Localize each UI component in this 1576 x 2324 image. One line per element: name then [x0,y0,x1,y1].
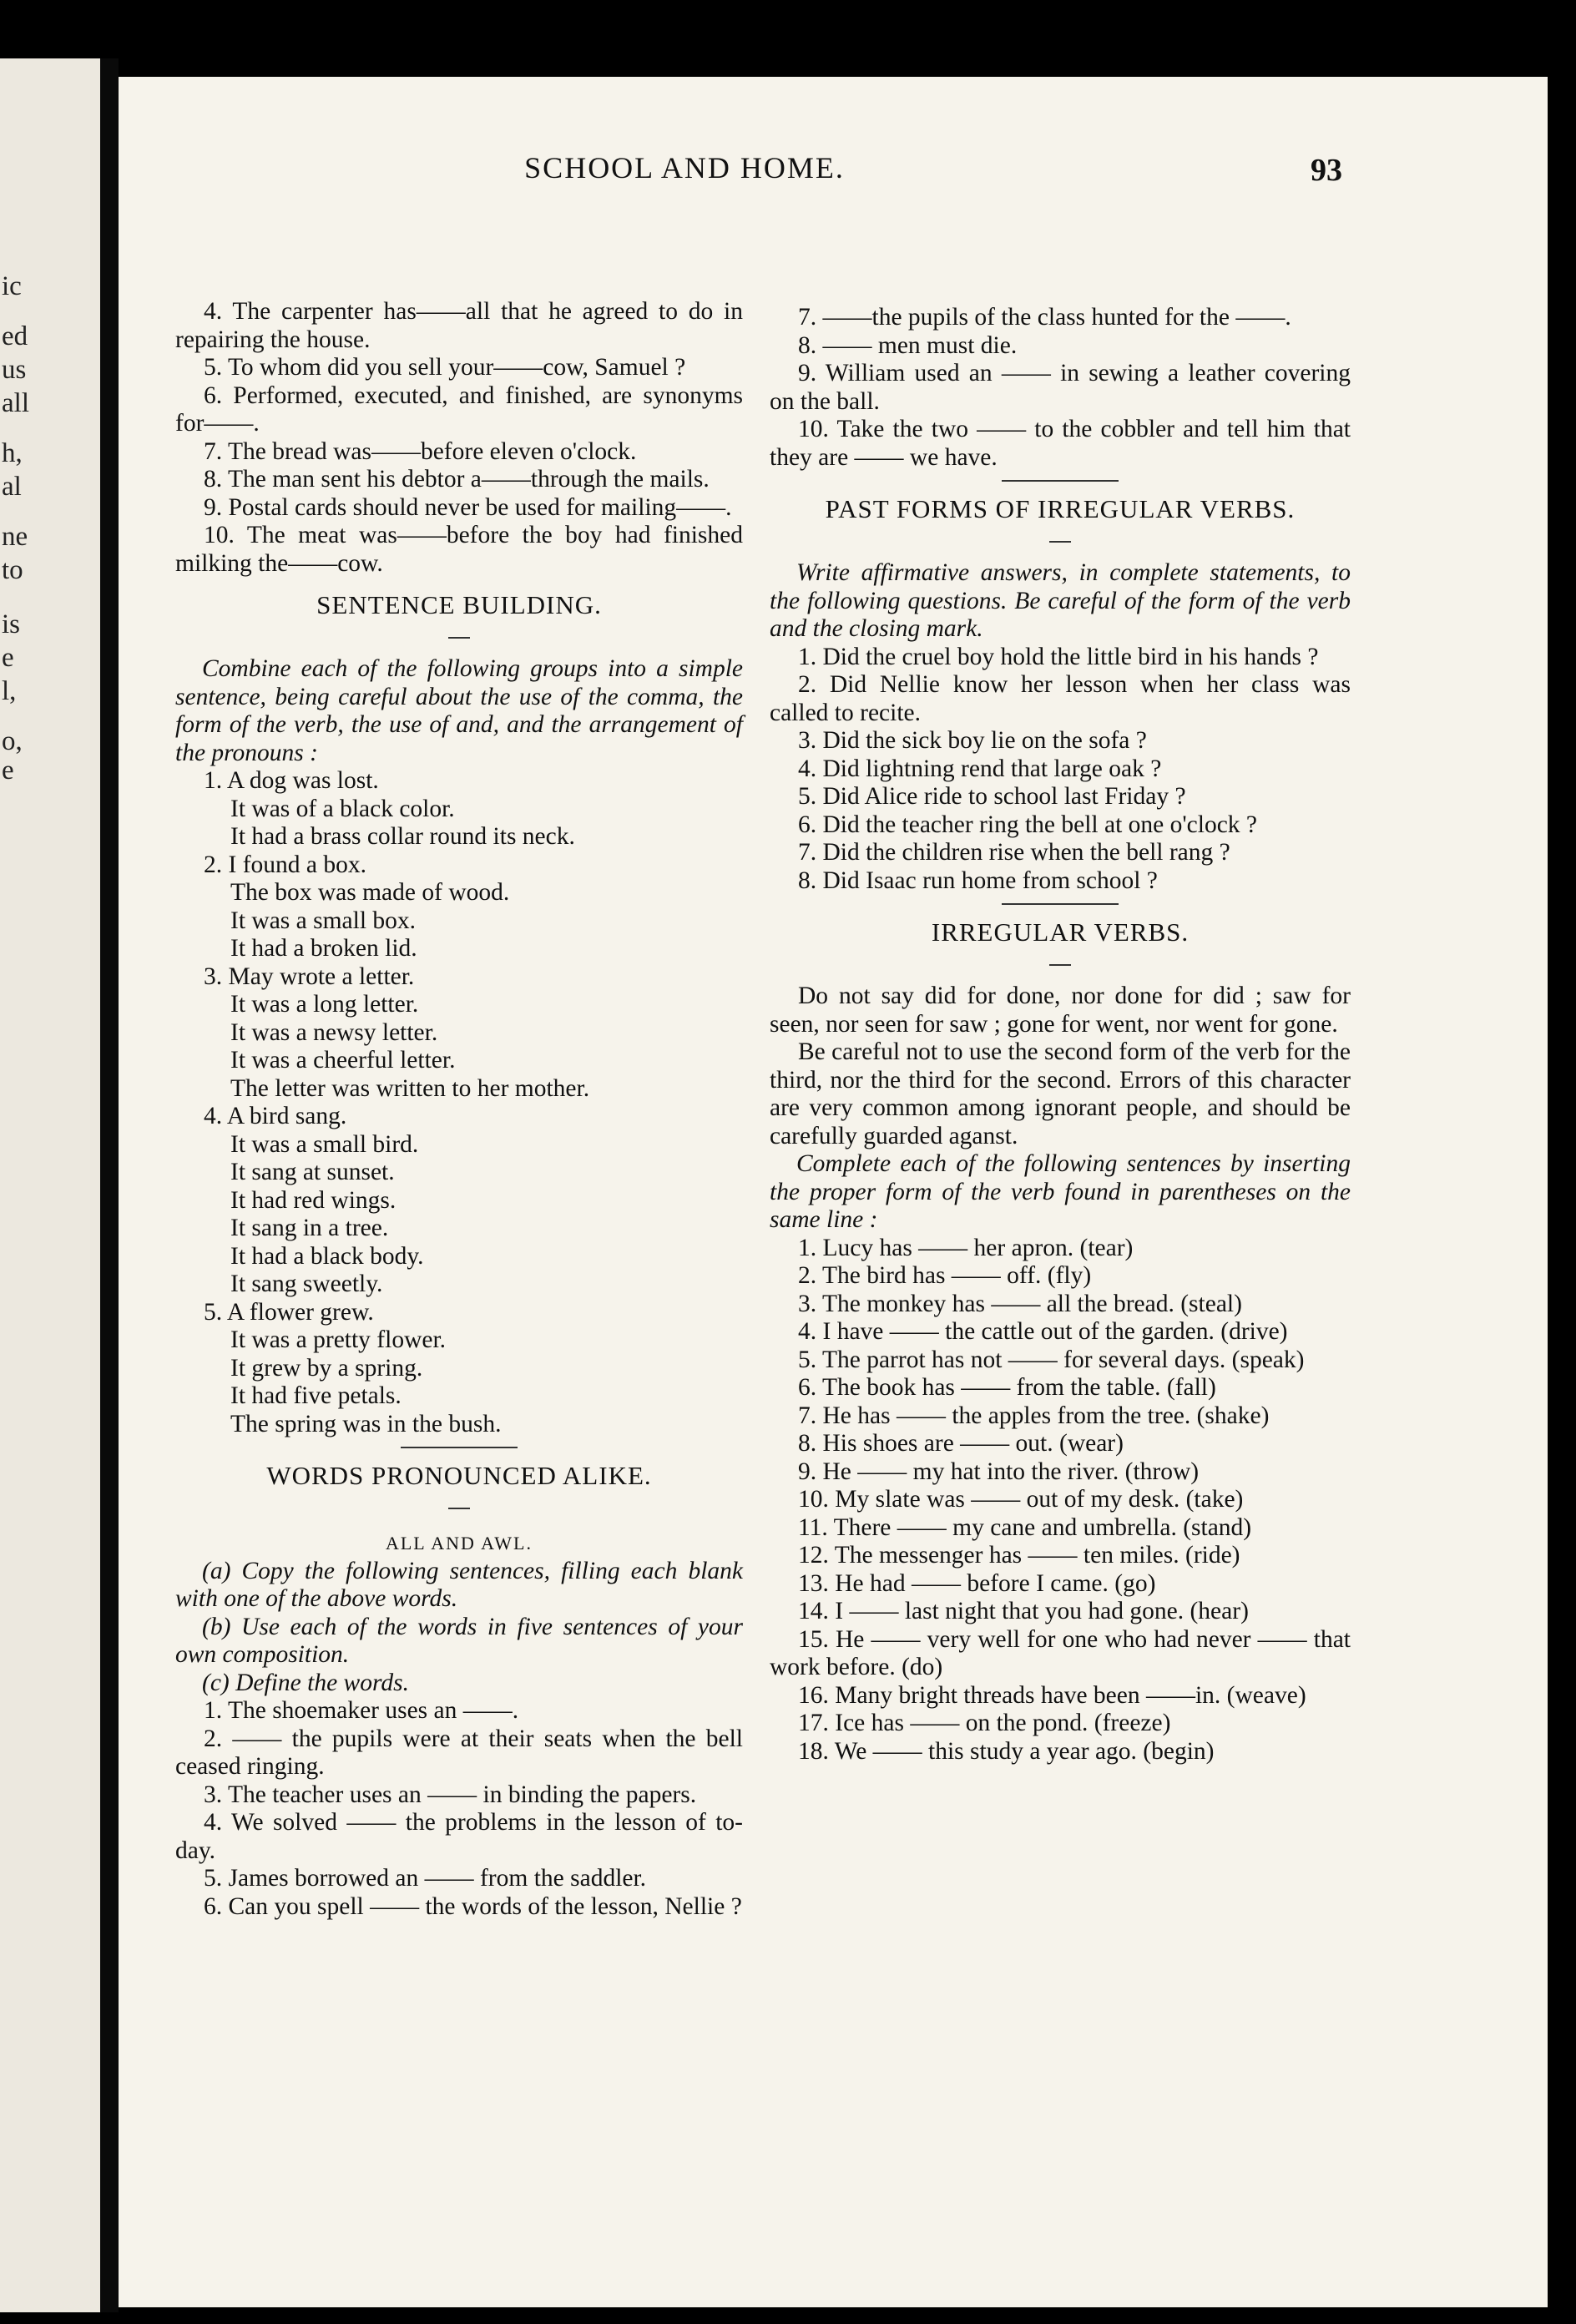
heading-dash [175,623,743,651]
sentence-group-line: It had a brass collar round its neck. [230,823,575,850]
exercise-item: 9. William used an —— in sewing a leather covering on the ball. [770,360,1351,415]
exercise-item: 10. Take the two —— to the cobbler and tell him that they are —— we have. [770,416,1351,471]
exercise-item: 7. He has —— the apples from the tree. (shake) [798,1402,1270,1429]
sentence-group-line: It was a cheerful letter. [230,1047,456,1074]
sentence-group-line: The letter was written to her mother. [230,1074,590,1102]
exercise-item: 17. Ice has —— on the pond. (freeze) [798,1710,1171,1736]
exercise-item: 9. He —— my hat into the river. (throw) [798,1458,1200,1485]
exercise-item: 4. The carpenter has——all that he agreed to do in repairing the house. [175,298,743,353]
exercise-item: 3. The teacher uses an —— in binding the papers. [204,1781,697,1808]
section-heading: SENTENCE BUILDING. [316,590,602,619]
sentence-group-line: It sang at sunset. [230,1159,395,1185]
fringe-fragment: ic [2,271,22,301]
sentence-group-line: It was a small box. [230,907,417,934]
sentence-group-line: It was of a black color. [230,795,455,822]
sentence-group-line: 3. May wrote a letter. [204,962,415,990]
sentence-group-line: 4. A bird sang. [204,1103,347,1129]
sentence-group-line: It was a small bird. [230,1130,419,1158]
sentence-group-line: It had a broken lid. [230,935,417,962]
exercise-item: 8. His shoes are —— out. (wear) [798,1430,1124,1457]
fringe-fragment: e [2,643,14,673]
left-page-edge [0,58,115,2312]
sentence-group-line: It grew by a spring. [230,1354,423,1382]
fringe-fragment: o, [2,726,23,756]
exercise-item: 12. The messenger has —— ten miles. (ride) [798,1542,1240,1569]
fringe-fragment: is [2,609,21,639]
exercise-item: 8. Did Isaac run home from school ? [798,866,1158,894]
instruction-text: Write affirmative answers, in complete statements, to the following questions. Be careful of the form of the verb and the closing mark. [770,559,1351,642]
exercise-item: 7. The bread was——before eleven o'clock. [204,437,637,465]
right-column [770,304,1351,1766]
exercise-item: 10. The meat was——before the boy had finished milking the——cow. [175,522,743,577]
exercise-item: 18. We —— this study a year ago. (begin) [798,1737,1215,1765]
sentence-group-line: 5. A flower grew. [204,1298,374,1326]
exercise-item: 15. He —— very well for one who had never —— that work before. (do) [770,1625,1351,1680]
exercise-item: 3. The monkey has —— all the bread. (steal) [798,1290,1242,1317]
sentence-group-line: It had red wings. [230,1186,397,1214]
exercise-item: 10. My slate was —— out of my desk. (take) [798,1486,1244,1513]
section-heading: WORDS PRONOUNCED ALIKE. [266,1461,652,1490]
exercise-item: 13. He had —— before I came. (go) [798,1569,1156,1597]
instruction-text: (c) Define the words. [202,1669,409,1696]
fringe-fragment: h, [2,438,23,468]
exercise-item: 5. To whom did you sell your——cow, Samuel ? [204,354,686,381]
instruction-text: (b) Use each of the words in five sentences of your own composition. [175,1613,743,1668]
exercise-item: 8. —— men must die. [798,331,1018,359]
exercise-item: 7. ——the pupils of the class hunted for the ——. [798,304,1291,331]
fringe-fragment: all [2,388,29,418]
sentence-group-line: It had a black body. [230,1242,424,1270]
exercise-item: 2. Did Nellie know her lesson when her class was called to recite. [770,671,1351,726]
exercise-item: 11. There —— my cane and umbrella. (stand) [798,1513,1252,1541]
fringe-fragment: ed [2,321,28,351]
sentence-group-line: It had five petals. [230,1382,402,1409]
sentence-group-line: 1. A dog was lost. [204,767,379,794]
fringe-fragment: to [2,555,23,585]
exercise-item: 4. Did lightning rend that large oak ? [798,755,1162,782]
exercise-item: 6. Can you spell —— the words of the lesson, Nellie ? [204,1892,742,1920]
left-column [175,298,743,1921]
exercise-item: 6. Did the teacher ring the bell at one o'clock ? [798,811,1258,838]
exercise-item: 7. Did the children rise when the bell rang ? [798,839,1230,866]
instruction-text: Combine each of the following groups into a simple sentence, being careful about the use of the comma, the form of the verb, the use of and, and the arrangement of the pronouns : [175,655,743,766]
section-heading: PAST FORMS OF IRREGULAR VERBS. [825,494,1296,523]
exercise-item: 4. I have —— the cattle out of the garden. (drive) [798,1318,1288,1345]
exercise-item: 3. Did the sick boy lie on the sofa ? [798,727,1147,754]
exercise-item: 1. Lucy has —— her apron. (tear) [798,1234,1134,1261]
exercise-item: 1. Did the cruel boy hold the little bird in his hands ? [798,643,1319,670]
fringe-fragment: ne [2,522,28,552]
running-header: SCHOOL AND HOME. [524,151,845,184]
section-rule [1002,903,1119,905]
exercise-item: 6. The book has —— from the table. (fall) [798,1374,1216,1401]
exercise-item: 5. James borrowed an —— from the saddler. [204,1865,647,1892]
sentence-group-line: It sang sweetly. [230,1271,383,1297]
instruction-text: Complete each of the following sentences by inserting the proper form of the verb found in parentheses on the same line : [770,1150,1351,1233]
heading-dash [770,527,1351,555]
subheading: ALL AND AWL. [385,1533,533,1554]
exercise-item: 14. I —— last night that you had gone. (hear) [798,1598,1249,1624]
heading-dash [175,1493,743,1522]
exercise-item: 4. We solved —— the problems in the lesson of to-day. [175,1809,743,1864]
fringe-fragment: us [2,355,27,385]
sentence-group-line: It was a pretty flower. [230,1326,447,1353]
page-number: 93 [1311,153,1342,188]
exercise-item: 5. Did Alice ride to school last Friday ? [798,783,1186,810]
sentence-group-line: The spring was in the bush. [230,1410,502,1437]
exercise-item: Be careful not to use the second form of the verb for the third, nor the third for the second. Errors of this character are very common among ignorant people, and should be carefully guarded aganst. [770,1038,1351,1149]
section-rule [1002,480,1119,482]
exercise-item: 5. The parrot has not —— for several days. (speak) [798,1346,1305,1373]
fringe-fragment: al [2,472,22,502]
exercise-item: 2. The bird has —— off. (fly) [798,1262,1092,1289]
sentence-group-line: The box was made of wood. [230,879,510,906]
sentence-group-line: It sang in a tree. [230,1215,389,1241]
heading-dash [770,950,1351,978]
instruction-text: (a) Copy the following sentences, filling each blank with one of the above words. [175,1557,743,1612]
exercise-item: 9. Postal cards should never be used for mailing——. [204,493,732,521]
exercise-item: 2. —— the pupils were at their seats when the bell ceased ringing. [175,1725,743,1780]
fringe-fragment: e [2,755,14,786]
sentence-group-line: It was a long letter. [230,991,419,1018]
exercise-item: 6. Performed, executed, and finished, are synonyms for——. [175,381,743,437]
section-heading: IRREGULAR VERBS. [931,917,1190,947]
sentence-group-line: It was a newsy letter. [230,1018,438,1046]
exercise-item: 1. The shoemaker uses an ——. [204,1697,519,1724]
exercise-item: Do not say did for done, nor done for did ; saw for seen, nor seen for saw ; gone for went, nor went for gone. [770,983,1351,1038]
fringe-fragment: l, [2,676,17,706]
exercise-item: 16. Many bright threads have been ——in. (weave) [798,1681,1306,1709]
exercise-item: 8. The man sent his debtor a——through the mails. [204,466,710,493]
book-gutter [100,58,119,2312]
section-rule [401,1447,518,1448]
sentence-group-line: 2. I found a box. [204,851,366,878]
